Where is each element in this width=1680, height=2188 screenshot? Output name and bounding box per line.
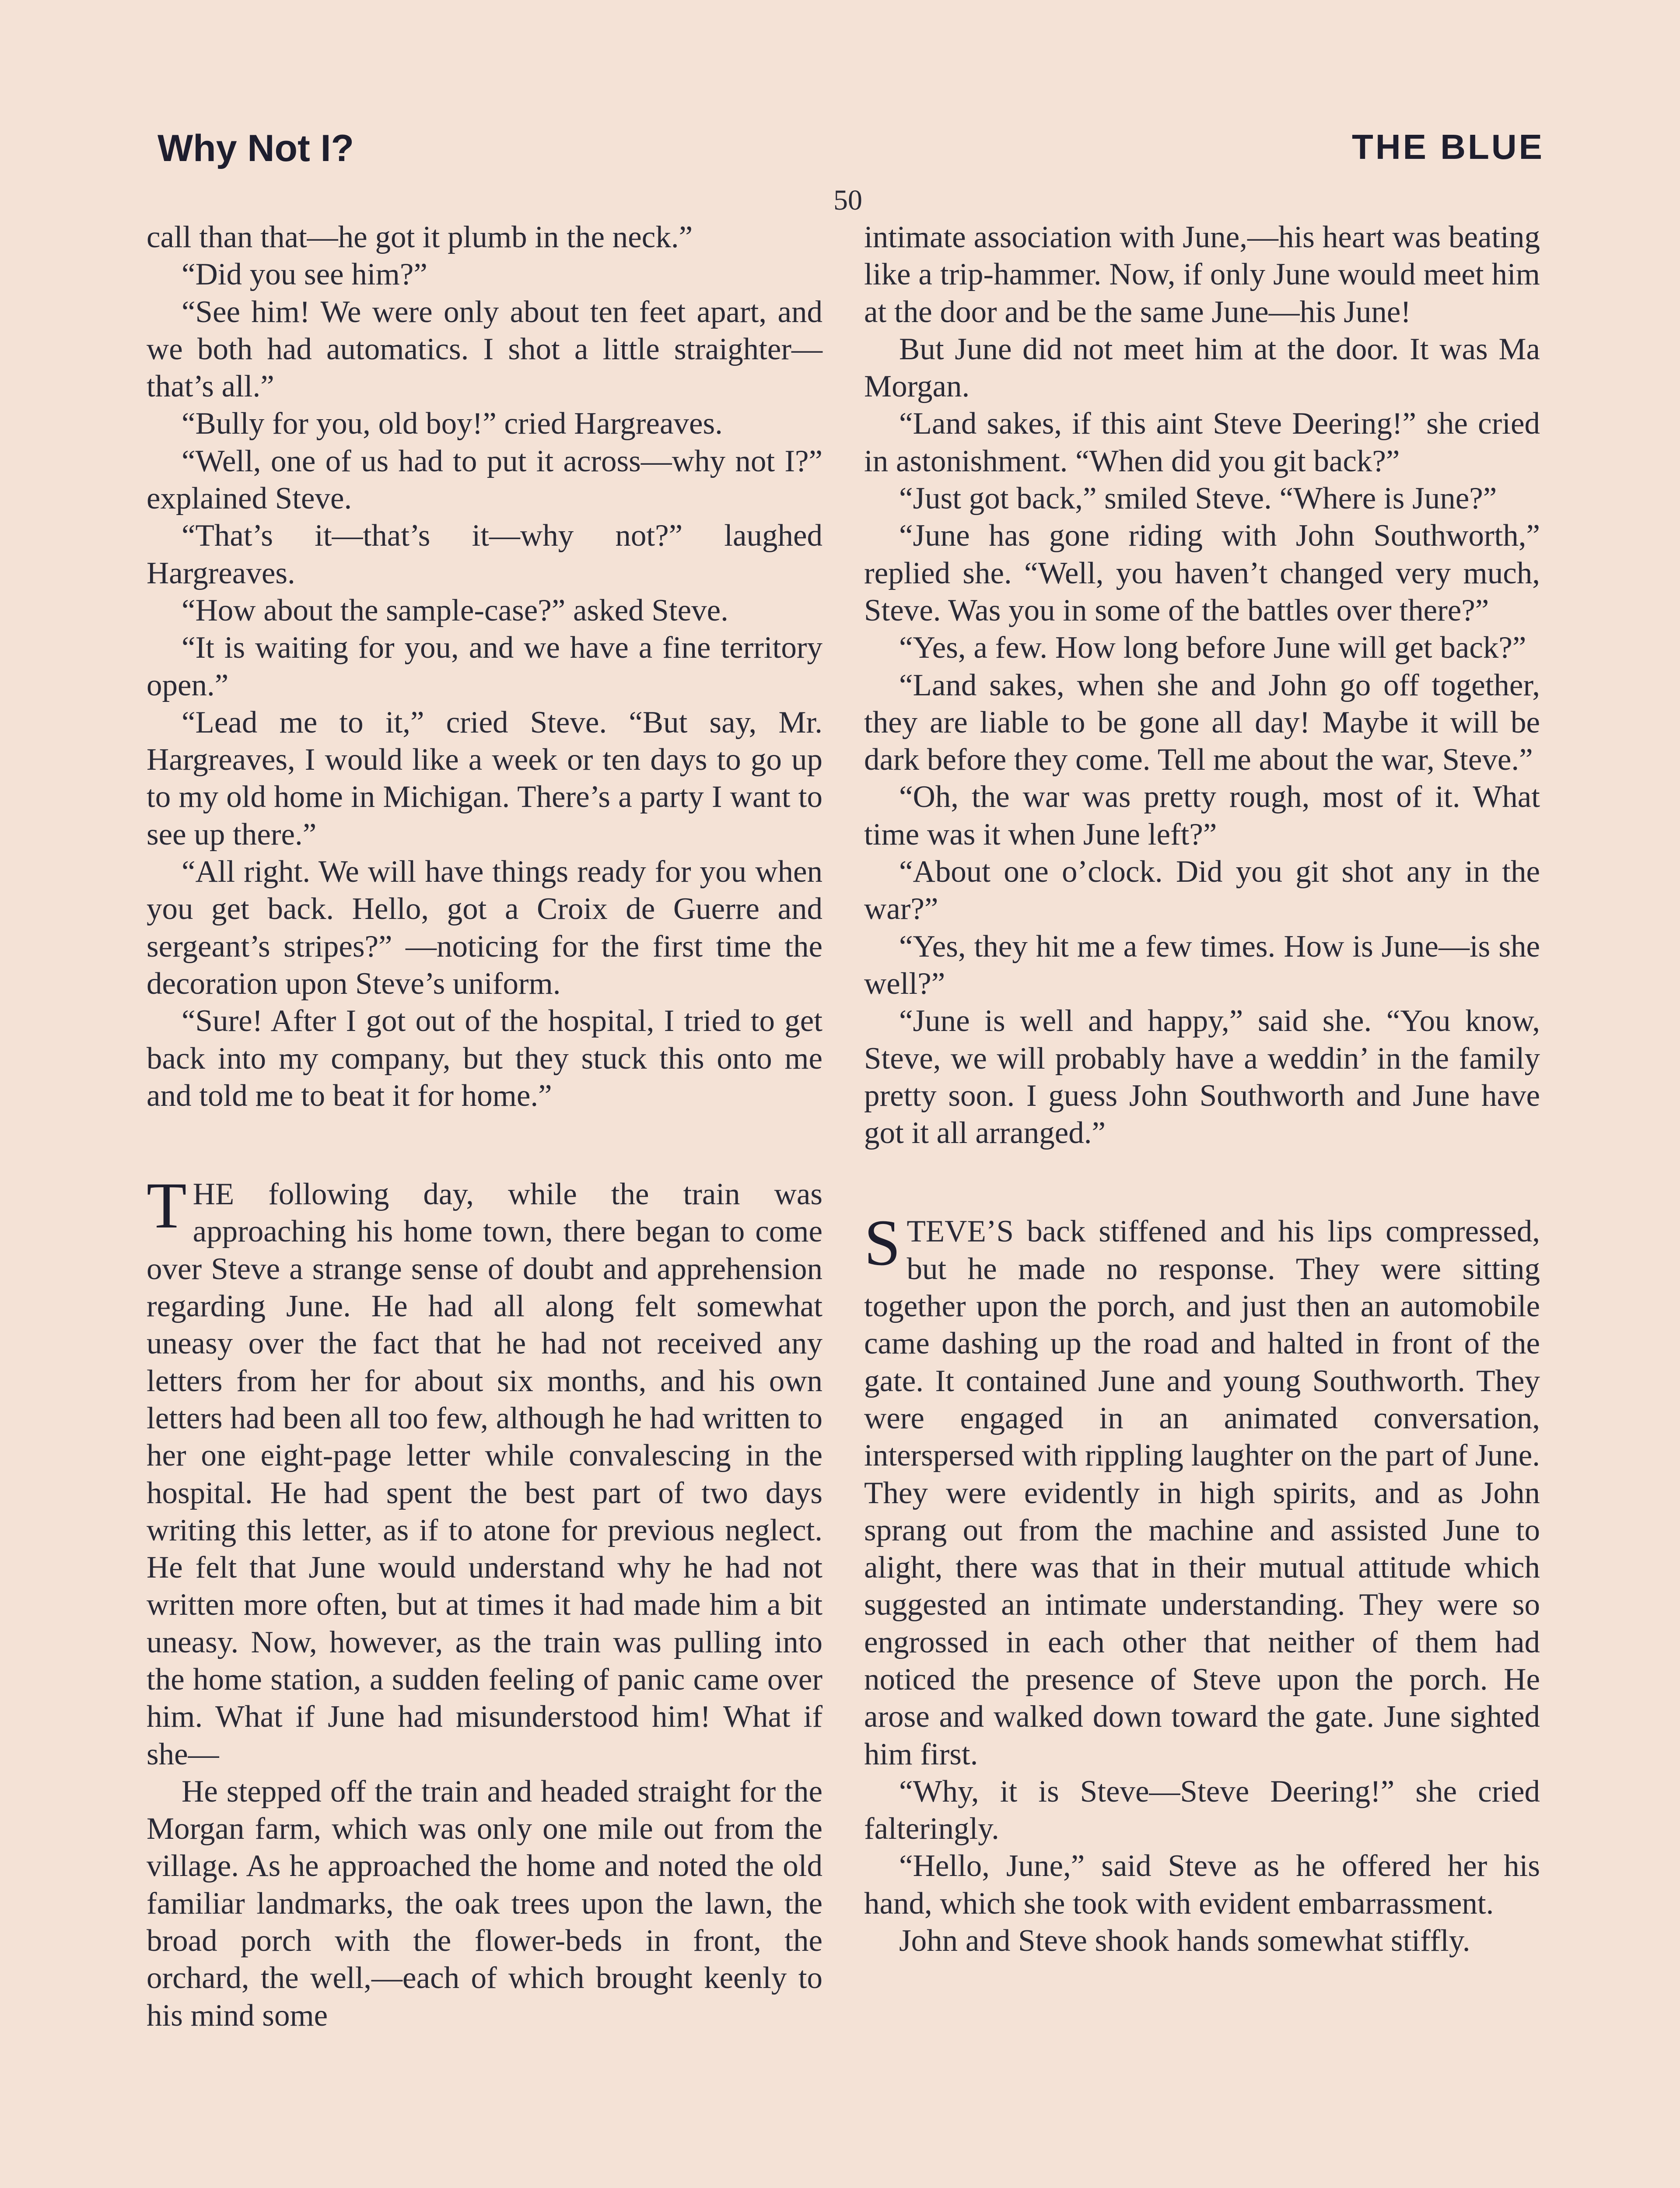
paragraph: “Land sakes, if this aint Steve Deering!” she cried in astonishment. “When did you git back?” [864, 407, 1540, 478]
paragraph: intimate association with June,—his heart was beating like a trip-hammer. Now, if only June would meet him at the door and be the same June—his June! [864, 220, 1540, 329]
paragraph: “Yes, a few. How long before June will get back?” [899, 631, 1526, 665]
left-column [147, 219, 822, 2034]
paragraph: “Land sakes, when she and John go off together, they are liable to be gone all day! Maybe it will be dark before they come. Tell me about the war, Steve.” [864, 668, 1540, 777]
magazine-title: THE BLUE [1352, 127, 1544, 166]
paragraph: John and Steve shook hands somewhat stiffly. [899, 1924, 1470, 1958]
paragraph: “That’s it—that’s it—why not?” laughed Hargreaves. [147, 519, 822, 590]
paragraph: “Sure! After I got out of the hospital, I tried to get back into my company, but they stuck this onto me and told me to beat it for home.” [147, 1004, 822, 1113]
paragraph: “Did you see him?” [182, 257, 427, 292]
paragraph: “Yes, they hit me a few times. How is June—is she well?” [864, 929, 1540, 1001]
paragraph-text: TEVE’S back stiffened and his lips compressed, but he made no response. They were sitting together upon the porch, and just then an automobile came dashing up the road and halted in front of the gate. It contained June and young Southworth. They were engaged in an animated conversation, interspersed with rippling laughter on the part of June. They were evidently in high spirits, and as John sprang out from the machine and assisted June to alight, there was that in their mutual attitude which suggested an intimate understanding. They were so engrossed in each other that neither of them had noticed the presence of Steve upon the porch. He arose and walked down toward the gate. June sighted him first. [864, 1214, 1540, 1771]
paragraph: “Why, it is Steve—Steve Deering!” she cried falteringly. [864, 1774, 1540, 1846]
paragraph: But June did not meet him at the door. It was Ma Morgan. [864, 332, 1540, 404]
paragraph: “All right. We will have things ready for you when you get back. Hello, got a Croix de Guerre and sergeant’s stripes?” —noticing for the first time the decoration upon Steve’s uniform. [147, 855, 822, 1001]
paragraph: “Well, one of us had to put it across—why not I?” explained Steve. [147, 444, 822, 516]
drop-cap: T [147, 1169, 187, 1242]
paragraph: “How about the sample-case?” asked Steve. [182, 593, 728, 628]
drop-cap: S [864, 1206, 901, 1280]
paragraph: “About one o’clock. Did you git shot any in the war?” [864, 855, 1540, 926]
paragraph: “Just got back,” smiled Steve. “Where is June?” [899, 481, 1497, 516]
right-column [864, 219, 1540, 1960]
paragraph: call than that—he got it plumb in the neck.” [147, 220, 693, 254]
story-title: Why Not I? [158, 127, 354, 169]
paragraph: “Hello, June,” said Steve as he offered her his hand, which she took with evident embarrassment. [864, 1849, 1540, 1921]
paragraph: “See him! We were only about ten feet apart, and we both had automatics. I shot a little straighter—that’s all.” [147, 295, 822, 404]
paragraph: “June is well and happy,” said she. “You know, Steve, we will probably have a weddin’ in the family pretty soon. I guess John Southworth and June have got it all arranged.” [864, 1004, 1540, 1150]
paragraph: “Lead me to it,” cried Steve. “But say, Mr. Hargreaves, I would like a week or ten days to go up to my old home in Michigan. There’s a party I want to see up there.” [147, 705, 822, 852]
page-number: 50 [833, 184, 862, 216]
paragraph: He stepped off the train and headed straight for the Morgan farm, which was only one mile out from the village. As he approached the home and noted the old familiar landmarks, the oak trees upon the lawn, the broad porch with the flower-beds in front, the orchard, the well,—each of which brought keenly to his mind some [147, 1774, 822, 2033]
paragraph: “Oh, the war was pretty rough, most of it. What time was it when June left?” [864, 780, 1540, 852]
paragraph-text: HE following day, while the train was approaching his home town, there began to come over Steve a strange sense of doubt and apprehension regarding June. He had all along felt somewhat uneasy over the fact that he had not received any letters from her for about six months, and his own letters had been all too few, although he had written to her one eight-page letter while convalescing in the hospital. He had spent the best part of two days writing this letter, as if to atone for previous neglect. He felt that June would understand why he had not written more often, but at times it had made him a bit uneasy. Now, however, as the train was pulling into the home station, a sudden feeling of panic came over him. What if June had misunderstood him! What if she— [147, 1177, 822, 1771]
paragraph: “It is waiting for you, and we have a fine territory open.” [147, 631, 822, 702]
paragraph: “June has gone riding with John Southworth,” replied she. “Well, you haven’t changed very much, Steve. Was you in some of the battles over there?” [864, 519, 1540, 628]
section-paragraph [147, 1169, 822, 1773]
page-header [158, 127, 1544, 184]
paragraph: “Bully for you, old boy!” cried Hargreaves. [182, 407, 723, 441]
section-paragraph [864, 1206, 1540, 1773]
